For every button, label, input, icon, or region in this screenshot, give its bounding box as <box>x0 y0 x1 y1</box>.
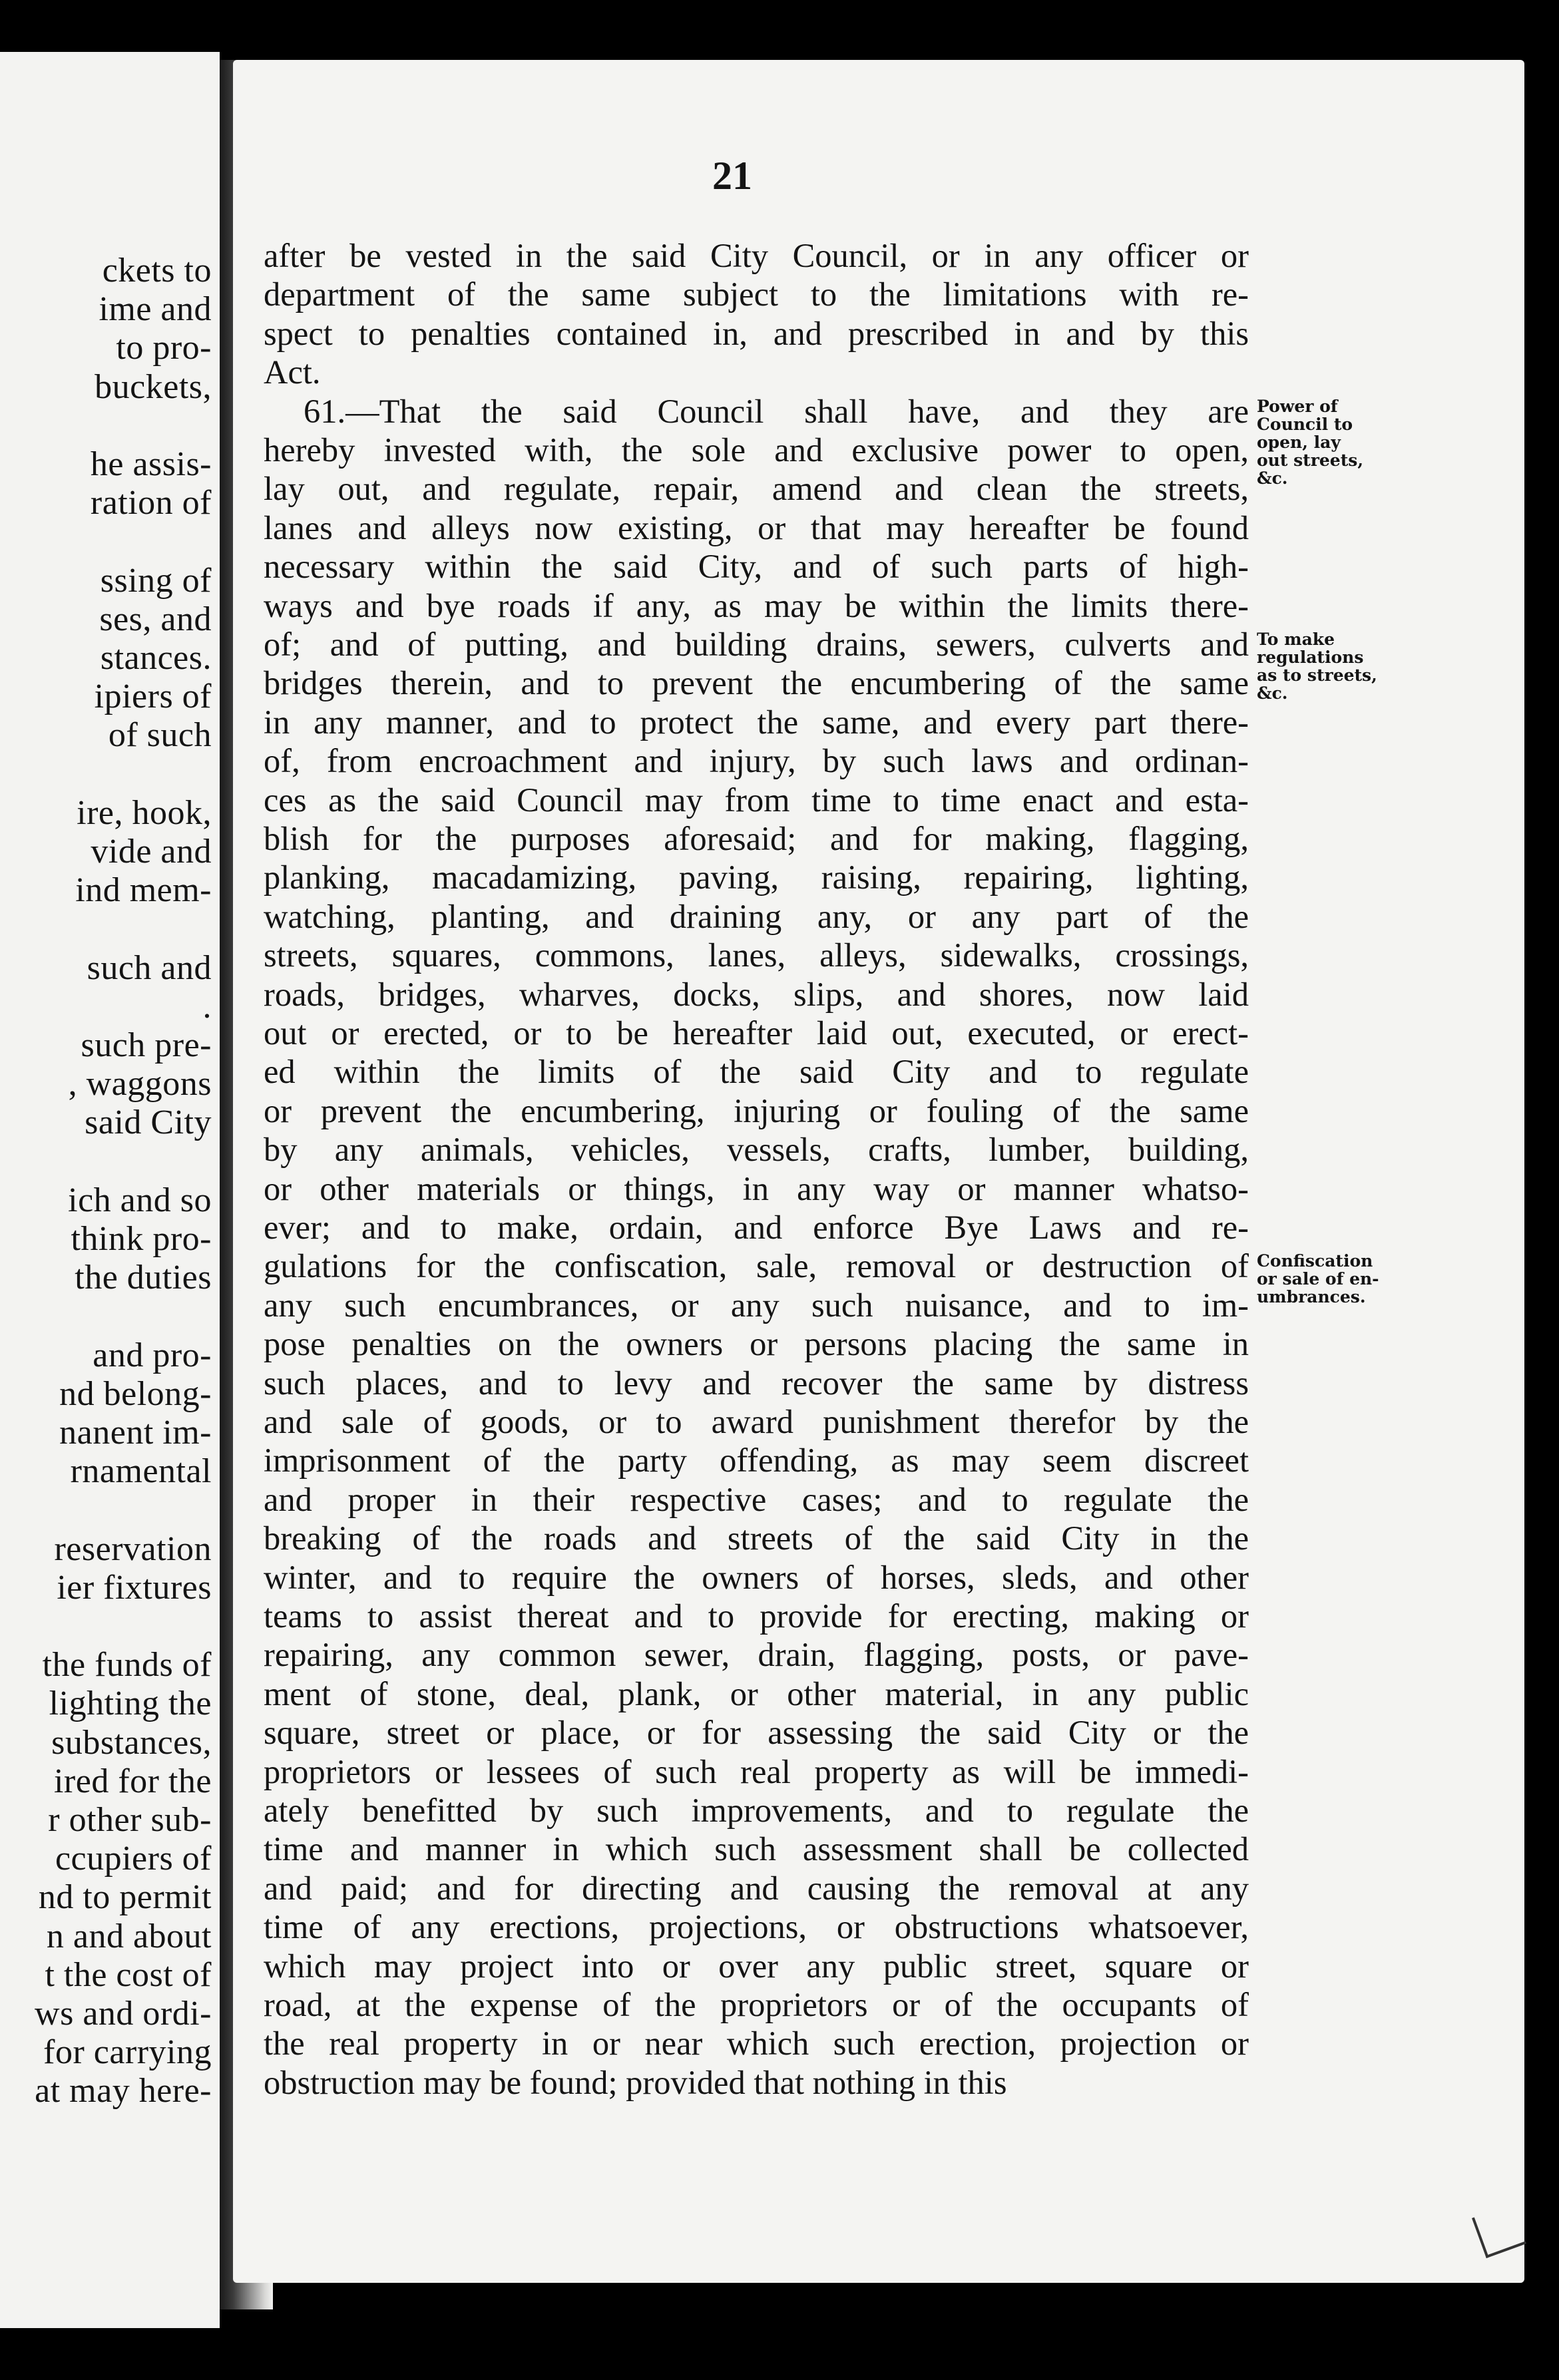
body-line: ces as the said Council may from time to time enact and esta- <box>264 781 1249 819</box>
facing-page-line: nd to permit <box>38 1878 212 1917</box>
body-line: such places, and to levy and recover the same by distress <box>264 1364 1249 1402</box>
body-line: bridges therein, and to prevent the encumbering of the same <box>264 664 1249 702</box>
body-line: department of the same subject to the limitations with re- <box>264 276 1249 313</box>
facing-page-line: of such <box>108 716 212 755</box>
body-line: out or erected, or to be hereafter laid out, executed, or erect- <box>264 1014 1249 1052</box>
body-line: ways and bye roads if any, as may be within the limits there- <box>264 586 1249 624</box>
facing-page-line: n and about <box>46 1917 212 1955</box>
facing-page-line: ipiers of <box>94 678 212 716</box>
facing-page-line: ind mem- <box>75 871 212 910</box>
body-line: of, from encroachment and injury, by such laws and ordinan- <box>264 742 1249 780</box>
body-line: or prevent the encumbering, injuring or fouling of the same <box>264 1091 1249 1129</box>
facing-page-line: substances, <box>51 1723 212 1762</box>
facing-page-line: vide and <box>91 833 212 871</box>
margin-note <box>1257 397 1363 487</box>
body-line: the real property in or near which such erection, projection or <box>264 2025 1249 2063</box>
facing-page-line: for carrying <box>43 2033 212 2072</box>
facing-page-line: the duties <box>75 1259 212 1297</box>
facing-page-line: lighting the <box>49 1685 212 1723</box>
body-line: in any manner, and to protect the same, and every part there- <box>264 703 1249 741</box>
body-line: streets, squares, commons, lanes, alleys, sidewalks, crossings, <box>264 936 1249 974</box>
facing-page-line: he assis- <box>90 445 212 483</box>
facing-page-line: at may here- <box>35 2072 212 2110</box>
body-line: time of any erections, projections, or obstructions whatsoever, <box>264 1908 1249 1946</box>
body-line: proprietors or lessees of such real property as will be immedi- <box>264 1752 1249 1790</box>
body-line: and sale of goods, or to award punishment therefor by the <box>264 1403 1249 1440</box>
body-line: lay out, and regulate, repair, amend and clean the streets, <box>264 470 1249 508</box>
margin-note-line: Council to <box>1257 414 1353 434</box>
body-line: watching, planting, and draining any, or any part of the <box>264 897 1249 935</box>
margin-note <box>1257 1252 1379 1306</box>
body-line: planking, macadamizing, paving, raising, repairing, lighting, <box>264 859 1249 896</box>
margin-note-line: Confiscation <box>1257 1251 1373 1271</box>
facing-page-line: ich and so <box>68 1181 212 1219</box>
body-line: square, street or place, or for assessing the said City or the <box>264 1714 1249 1752</box>
facing-page-line: such and <box>87 948 212 987</box>
facing-page-line: and pro- <box>93 1336 212 1374</box>
facing-page-line: stances. <box>100 639 212 677</box>
facing-page <box>0 52 220 2328</box>
body-line: repairing, any common sewer, drain, flagging, posts, or pave- <box>264 1636 1249 1674</box>
facing-page-line: ire, hook, <box>77 793 212 832</box>
body-line: pose penalties on the owners or persons placing the same in <box>264 1325 1249 1363</box>
body-line: after be vested in the said City Council, or in any officer or <box>264 237 1249 274</box>
facing-page-line: . <box>202 987 212 1026</box>
facing-page-line: buckets, <box>95 367 212 406</box>
facing-page-line: ses, and <box>99 600 212 638</box>
margin-note-line: as to streets, <box>1257 666 1377 685</box>
margin-note-line: &c. <box>1257 684 1288 703</box>
body-line: necessary within the said City, and of such parts of high- <box>264 548 1249 586</box>
page-number: 21 <box>712 154 752 198</box>
margin-note-line: out streets, <box>1257 450 1364 470</box>
body-line: teams to assist thereat and to provide for erecting, making or <box>264 1597 1249 1635</box>
margin-note-line: open, lay <box>1257 432 1341 452</box>
facing-page-line: the funds of <box>42 1646 212 1685</box>
body-line: Act. <box>264 353 321 391</box>
facing-page-line: ration of <box>90 484 212 522</box>
body-line: ed within the limits of the said City and to regulate <box>264 1053 1249 1091</box>
facing-page-line: ccupiers of <box>55 1840 212 1878</box>
body-line: ever; and to make, ordain, and enforce Bye Laws and re- <box>264 1209 1249 1246</box>
body-line: which may project into or over any public street, square or <box>264 1947 1249 1985</box>
margin-note-line: regulations <box>1257 648 1364 667</box>
facing-page-line: reservation <box>54 1529 212 1568</box>
facing-page-line: ime and <box>99 290 212 329</box>
facing-page-line: , waggons <box>68 1065 212 1103</box>
facing-page-line: think pro- <box>71 1220 212 1258</box>
facing-page-line: r other sub- <box>48 1801 212 1839</box>
margin-note-line: &c. <box>1257 468 1288 488</box>
body-line: 61.—That the said Council shall have, and they are <box>304 392 1249 430</box>
body-line: and proper in their respective cases; and to regulate the <box>264 1480 1249 1518</box>
facing-page-line: ier fixtures <box>57 1568 212 1607</box>
body-line: lanes and alleys now existing, or that may hereafter be found <box>264 508 1249 546</box>
body-line: roads, bridges, wharves, docks, slips, and shores, now laid <box>264 975 1249 1013</box>
margin-note <box>1257 630 1377 702</box>
body-line: by any animals, vehicles, vessels, crafts, lumber, building, <box>264 1131 1249 1169</box>
facing-page-line: rnamental <box>70 1452 212 1491</box>
facing-page-line: ws and ordi- <box>35 1995 212 2033</box>
body-line: imprisonment of the party offending, as may seem discreet <box>264 1442 1249 1480</box>
body-line: of; and of putting, and building drains, sewers, culverts and <box>264 626 1249 663</box>
facing-page-line: ired for the <box>53 1762 212 1800</box>
margin-note-line: umbrances. <box>1257 1287 1366 1307</box>
body-line: breaking of the roads and streets of the said City in the <box>264 1519 1249 1557</box>
body-line: spect to penalties contained in, and prescribed in and by this <box>264 314 1249 352</box>
facing-page-line: nd belong- <box>59 1374 212 1413</box>
margin-note-line: Power of <box>1257 396 1338 416</box>
facing-page-line: ssing of <box>100 561 212 600</box>
facing-page-line: such pre- <box>81 1026 212 1064</box>
body-line: ment of stone, deal, plank, or other material, in any public <box>264 1675 1249 1712</box>
body-line: blish for the purposes aforesaid; and for making, flagging, <box>264 820 1249 857</box>
facing-page-line: t the cost of <box>45 1955 212 1994</box>
body-line: road, at the expense of the proprietors or of the occupants of <box>264 1986 1249 2023</box>
body-line: winter, and to require the owners of horses, sleds, and other <box>264 1558 1249 1596</box>
body-line: any such encumbrances, or any such nuisance, and to im- <box>264 1286 1249 1324</box>
body-line: ately benefitted by such improvements, and to regulate the <box>264 1792 1249 1829</box>
body-line: time and manner in which such assessment shall be collected <box>264 1830 1249 1868</box>
facing-page-line: to pro- <box>116 329 212 367</box>
facing-page-line: nanent im- <box>59 1414 212 1452</box>
facing-page-line: said City <box>85 1103 212 1142</box>
body-line: or other materials or things, in any way or manner whatso- <box>264 1169 1249 1207</box>
facing-page-line: ckets to <box>102 252 212 290</box>
margin-note-line: or sale of en- <box>1257 1269 1379 1289</box>
body-line: obstruction may be found; provided that nothing in this <box>264 2063 1007 2101</box>
body-line: gulations for the confiscation, sale, removal or destruction of <box>264 1247 1249 1285</box>
body-line: and paid; and for directing and causing the removal at any <box>264 1869 1249 1907</box>
margin-note-line: To make <box>1257 630 1335 649</box>
body-line: hereby invested with, the sole and exclusive power to open, <box>264 431 1249 469</box>
